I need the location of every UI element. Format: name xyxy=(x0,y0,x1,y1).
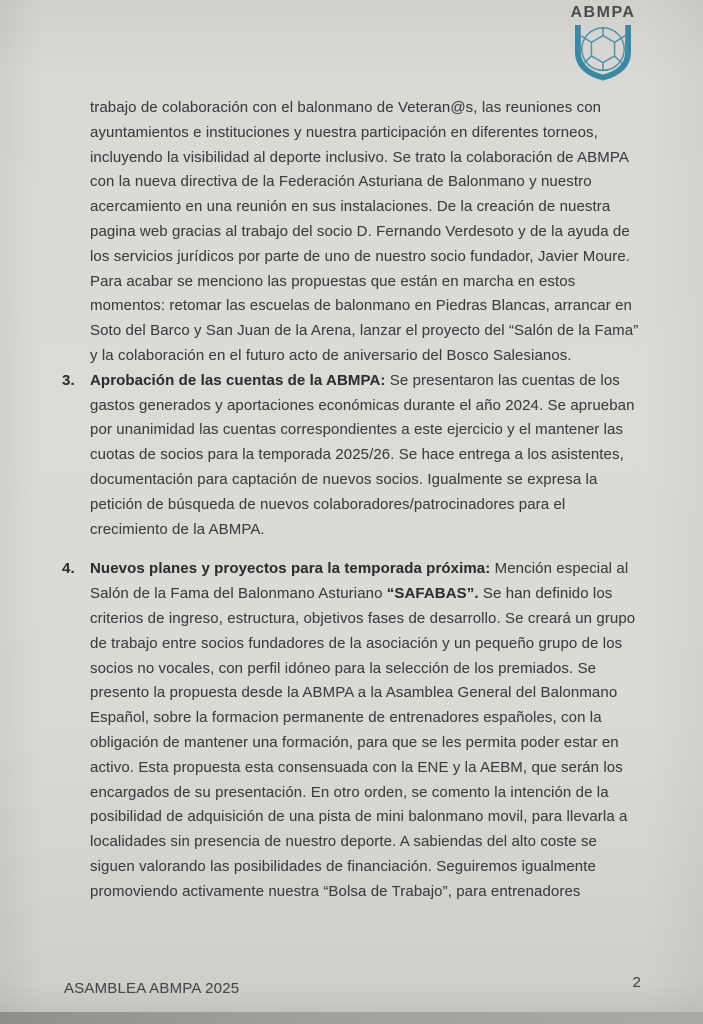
item-number: 3. xyxy=(62,371,75,389)
agenda-item-4 xyxy=(62,557,642,904)
page-number: 2 xyxy=(632,974,641,991)
shield-handball-icon xyxy=(572,25,634,81)
item-highlight: “SAFABAS”. xyxy=(386,585,479,603)
item-title: Aprobación de las cuentas de la ABMPA: xyxy=(90,371,386,389)
agenda-item-3 xyxy=(62,369,642,543)
item-text xyxy=(90,557,642,904)
photo-bottom-edge xyxy=(0,1012,703,1024)
item-number: 4. xyxy=(62,560,75,578)
item-paragraph: Se presentaron las cuentas de los gastos generados y aportaciones económicas durante el año 2024. Se aprueban por unanimidad las cuentas correspondientes a este ejercicio y el mantener las cuotas de socios para la temporada 2025/26. Se hace entrega a los asistentes, documentación para captación de nuevos socios. Igualmente se expresa la petición de búsqueda de nuevos colaboradores/patrocinadores para el crecimiento de la ABMPA. xyxy=(90,371,635,538)
item-title: Nuevos planes y proyectos para la temporada próxima: xyxy=(90,560,491,578)
intro-paragraph: trabajo de colaboración con el balonmano de Veteran@s, las reuniones con ayuntamientos e instituciones y nuestra participación en diferentes torneos, incluyendo la visibilidad al deporte inclusivo. Se trato la colaboración de ABMPA con la nueva directiva de la Federación Asturiana de Balonmano y nuestro acercamiento en una reunión en sus instalaciones. De la creación de nuestra pagina web gracias al trabajo del socio D. Fernando Verdesoto y de la ayuda de los servicios jurídicos por parte de uno de nuestro socio fundador, Javier Moure. Para acabar se menciono las propuestas que están en marcha en estos momentos: retomar las escuelas de balonmano en Piedras Blancas, arrancar en Soto del Barco y San Juan de la Arena, lanzar el proyecto del “Salón de la Fama” y la colaboración en el futuro acto de aniversario del Bosco Salesianos. xyxy=(90,99,639,364)
logo-text: ABMPA xyxy=(570,4,636,21)
item-paragraph: Mención especial al Salón de la Fama del Balonmano Asturiano xyxy=(90,560,629,603)
footer-title: ASAMBLEA ABMPA 2025 xyxy=(64,980,240,997)
page-footer xyxy=(64,974,641,997)
item-paragraph: Se han definido los criterios de ingreso, estructura, objetivos fases de desarrollo. Se creará un grupo de trabajo entre socios fundadores de la asociación y un pequeño grupo de los socios no vocales, con perfil idóneo para la selección de los premiados. Se presento la propuesta desde la ABMPA a la Asamblea General del Balonmano Español, sobre la formacion permanente de entrenadores españoles, con la obligación de mantener una formación, para que se les permita poder estar en activo. Esta propuesta esta consensuada con la ENE y la AEBM, que serán los encargados de su presentación. En otro orden, se comento la intención de la posibilidad de adquisición de una pista de mini balonmano movil, para llevarla a localidades sin presencia de nuestro deporte. A sabiendas del alto coste se siguen valorando las posibilidades de financiación. Seguiremos igualmente promoviendo activamente nuestra “Bolsa de Trabajo”, para entrenadores xyxy=(90,585,636,900)
club-logo xyxy=(568,4,638,81)
item-text xyxy=(90,369,642,543)
page-content xyxy=(62,96,642,905)
